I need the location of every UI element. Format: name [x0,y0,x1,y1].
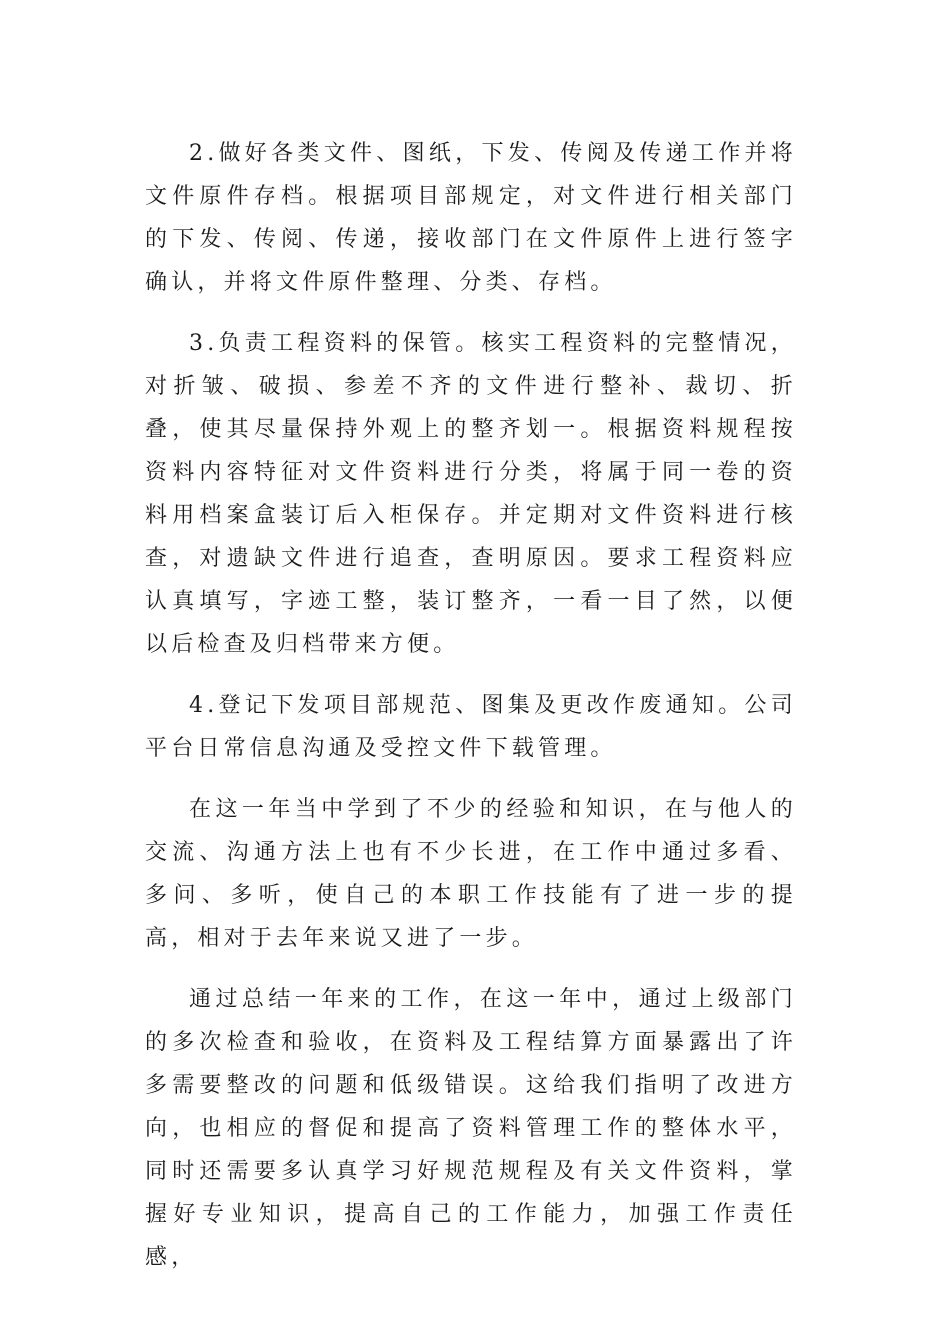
paragraph-item-4: 4.登记下发项目部规范、图集及更改作废通知。公司平台日常信息沟通及受控文件下载管理。 [145,693,797,761]
document-body [145,132,797,1297]
paragraph-learning: 在这一年当中学到了不少的经验和知识，在与他人的交流、沟通方法上也有不少长进，在工作中通过多看、多问、多听，使自己的本职工作技能有了进一步的提高，相对于去年来说又进了一步。 [145,797,797,951]
paragraph-summary: 通过总结一年来的工作，在这一年中，通过上级部门的多次检查和验收，在资料及工程结算方面暴露出了许多需要整改的问题和低级错误。这给我们指明了改进方向，也相应的督促和提高了资料管理工作的整体水平，同时还需要多认真学习好规范规程及有关文件资料，掌握好专业知识，提高自己的工作能力，加强工作责任感， [145,987,797,1270]
paragraph-item-3: 3.负责工程资料的保管。核实工程资料的完整情况，对折皱、破损、参差不齐的文件进行整补、裁切、折叠，使其尽量保持外观上的整齐划一。根据资料规程按资料内容特征对文件资料进行分类，将属于同一卷的资料用档案盒装订后入柜保存。并定期对文件资料进行核查，对遗缺文件进行追查，查明原因。要求工程资料应认真填写，字迹工整，装订整齐，一看一目了然，以便以后检查及归档带来方便。 [145,331,797,657]
paragraph-item-2: 2.做好各类文件、图纸，下发、传阅及传递工作并将文件原件存档。根据项目部规定，对文件进行相关部门的下发、传阅、传递，接收部门在文件原件上进行签字确认，并将文件原件整理、分类、存档。 [145,141,797,295]
